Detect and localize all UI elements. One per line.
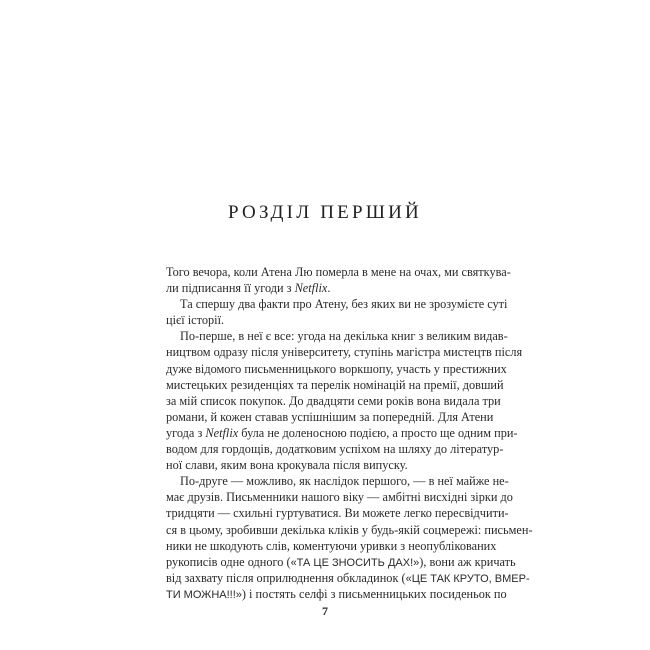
- text-line: [166, 538, 497, 554]
- text-line: [166, 393, 501, 409]
- text-segment: Того вечора, коли Атена Лю померла в мене на очах, ми святкува-: [166, 265, 511, 279]
- text-segment: ся в цьому, зробивши декілька кліків у будь-якій соцмережі: письмен-: [166, 522, 533, 537]
- chapter-title: РОЗДІЛ ПЕРШИЙ: [228, 202, 422, 223]
- text-segment: угода з: [166, 425, 206, 440]
- text-line: [166, 312, 486, 328]
- text-line: [166, 457, 486, 473]
- text-line: [166, 473, 509, 489]
- text-segment: ної слави, яким вона крокувала після випуску.: [166, 458, 408, 473]
- text-segment: за мій список покупок. До двадцяти семи років вона видала три: [166, 393, 501, 408]
- text-line: [166, 264, 511, 280]
- text-line: [166, 570, 530, 586]
- text-segment: ники не шкодують слів, коментуючи уривки з неопублікованих: [166, 538, 497, 553]
- text-segment: цієї історії.: [166, 313, 225, 328]
- text-line: [166, 586, 507, 602]
- text-line: [166, 344, 523, 360]
- text-line: [166, 328, 508, 344]
- text-segment: По-перше, в неї є все: угода на декілька книг з великим видав-: [180, 329, 508, 344]
- page-number: 7: [322, 604, 328, 618]
- text-line: [166, 361, 507, 377]
- text-line: [166, 280, 486, 296]
- italic-text: Netflix: [205, 425, 239, 440]
- text-segment: водом для гордощів, додатковим успіхом на шляху до літератур-: [166, 442, 504, 457]
- text-line: [166, 554, 516, 570]
- text-segment: від захвату після оприлюднення обкладинок (: [166, 570, 406, 585]
- italic-text: Netflix: [294, 281, 328, 296]
- text-segment: Та спершу два факти про Атену, без яких ви не зрозумієте суті: [180, 297, 508, 312]
- text-line: [166, 489, 513, 505]
- caps-text: ТИ МОЖНА!!!»: [166, 588, 242, 601]
- text-segment: ) і постять селфі з письменницьких посиденьок по: [241, 586, 507, 601]
- text-segment: .: [327, 281, 331, 296]
- text-line: [166, 296, 508, 312]
- text-line: [166, 441, 504, 457]
- caps-text: «ЦЕ ТАК КРУТО, ВМЕР-: [405, 572, 530, 585]
- text-segment: має друзів. Письменники нашого віку — амбітні висхідні зірки до: [166, 490, 513, 505]
- text-segment: мистецьких резиденціях та перелік номінацій на премії, довший: [166, 377, 504, 392]
- text-line: [166, 505, 509, 521]
- text-segment: По-друге — можливо, як наслідок першого, — в неї майже не-: [180, 474, 509, 489]
- text-segment: ), вони аж кричать: [419, 554, 516, 569]
- body-text: [166, 264, 533, 602]
- caps-text: «ТА ЦЕ ЗНОСИТЬ ДАХ!»: [290, 556, 420, 569]
- text-line: [166, 522, 533, 538]
- text-line: [166, 409, 494, 425]
- text-segment: рукописів одне одного (: [166, 554, 291, 569]
- text-segment: тридцяти — схильні гуртуватися. Ви можете легко пересвідчити-: [166, 506, 509, 521]
- text-line: [166, 377, 504, 393]
- text-segment: романи, й кожен ставав успішнішим за попередній. Для Атени: [166, 409, 494, 424]
- text-segment: ництвом одразу після університету, ступінь магістра мистецтв після: [166, 345, 523, 360]
- text-line: [166, 425, 518, 441]
- text-segment: дуже відомого письменницького воркшопу, участь у престижних: [166, 361, 507, 376]
- text-segment: була не доленосною подією, а просто ще одним при-: [238, 425, 518, 440]
- text-segment: ли підписання її угоди з: [166, 281, 295, 296]
